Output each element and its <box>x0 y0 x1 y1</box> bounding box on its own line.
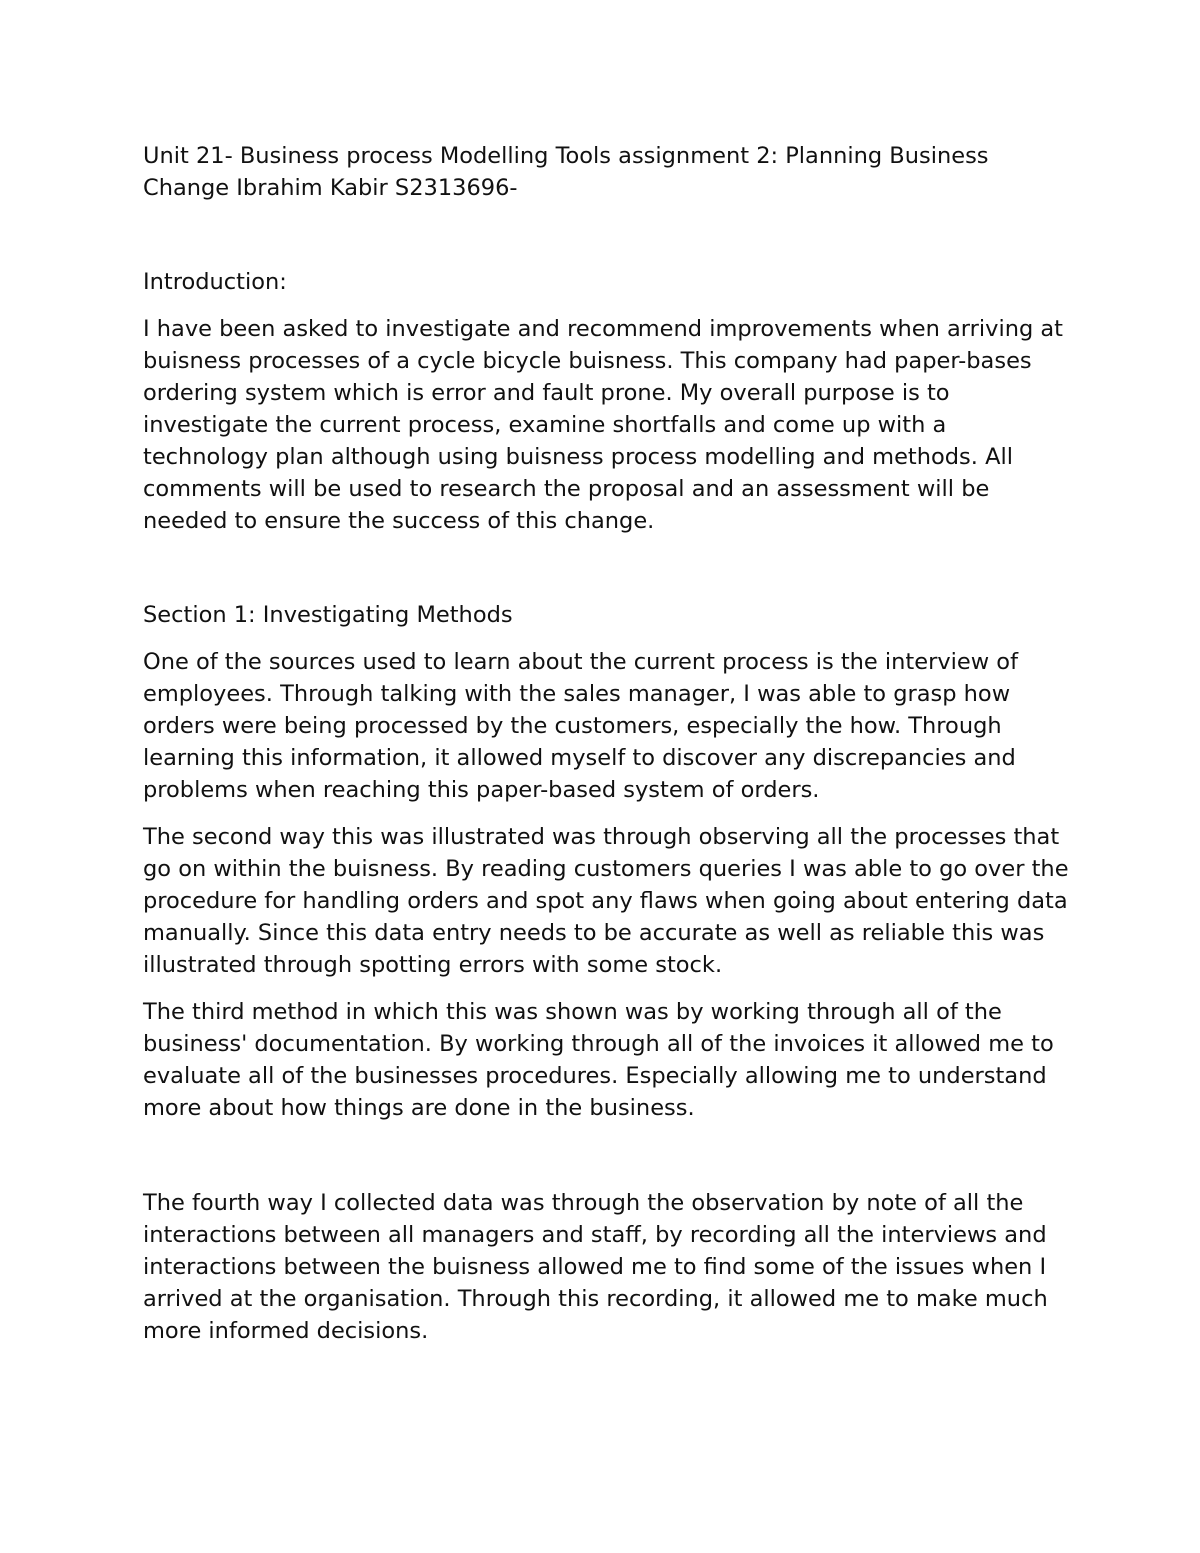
introduction-heading: Introduction: <box>143 269 287 295</box>
introduction-paragraph: I have been asked to investigate and recommend improvements when arriving at buisness processes of a cycle bicycle buisness. This company had paper-bases ordering system which is error and fault prone. My overall purpose is to investigate the current process, examine shortfalls and come up with a technology plan although using buisness process modelling and methods. All comments will be used to research the proposal and an assessment will be needed to ensure the success of this change. <box>143 316 1064 534</box>
section1-paragraph-interviews: One of the sources used to learn about the current process is the interview of employees. Through talking with the sales manager, I was able to grasp how orders were being processed by the customers, especially the how. Through learning this information, it allowed myself to discover any discrepancies and problems when reaching this paper-based system of orders. <box>143 649 1018 803</box>
section1-paragraph-recording: The fourth way I collected data was through the observation by note of all the interactions between all managers and staff, by recording all the interviews and interactions between the buisness allowed me to find some of the issues when I arrived at the organisation. Through this recording, it allowed me to make much more informed decisions. <box>143 1190 1048 1344</box>
section1-paragraph-observing: The second way this was illustrated was through observing all the processes that go on within the buisness. By reading customers queries I was able to go over the procedure for handling orders and spot any flaws when going about entering data manually. Since this data entry needs to be accurate as well as reliable this was illustrated through spotting errors with some stock. <box>143 824 1069 978</box>
document-title: Unit 21- Business process Modelling Tools assignment 2: Planning Business Change Ibrahim Kabir S2313696- <box>143 143 989 201</box>
section1-paragraph-documentation: The third method in which this was shown was by working through all of the business' documentation. By working through all of the invoices it allowed me to evaluate all of the businesses procedures. Especially allowing me to understand more about how things are done in the business. <box>143 999 1054 1121</box>
section1-heading: Section 1: Investigating Methods <box>143 602 513 628</box>
document-page <box>143 140 1073 1347</box>
